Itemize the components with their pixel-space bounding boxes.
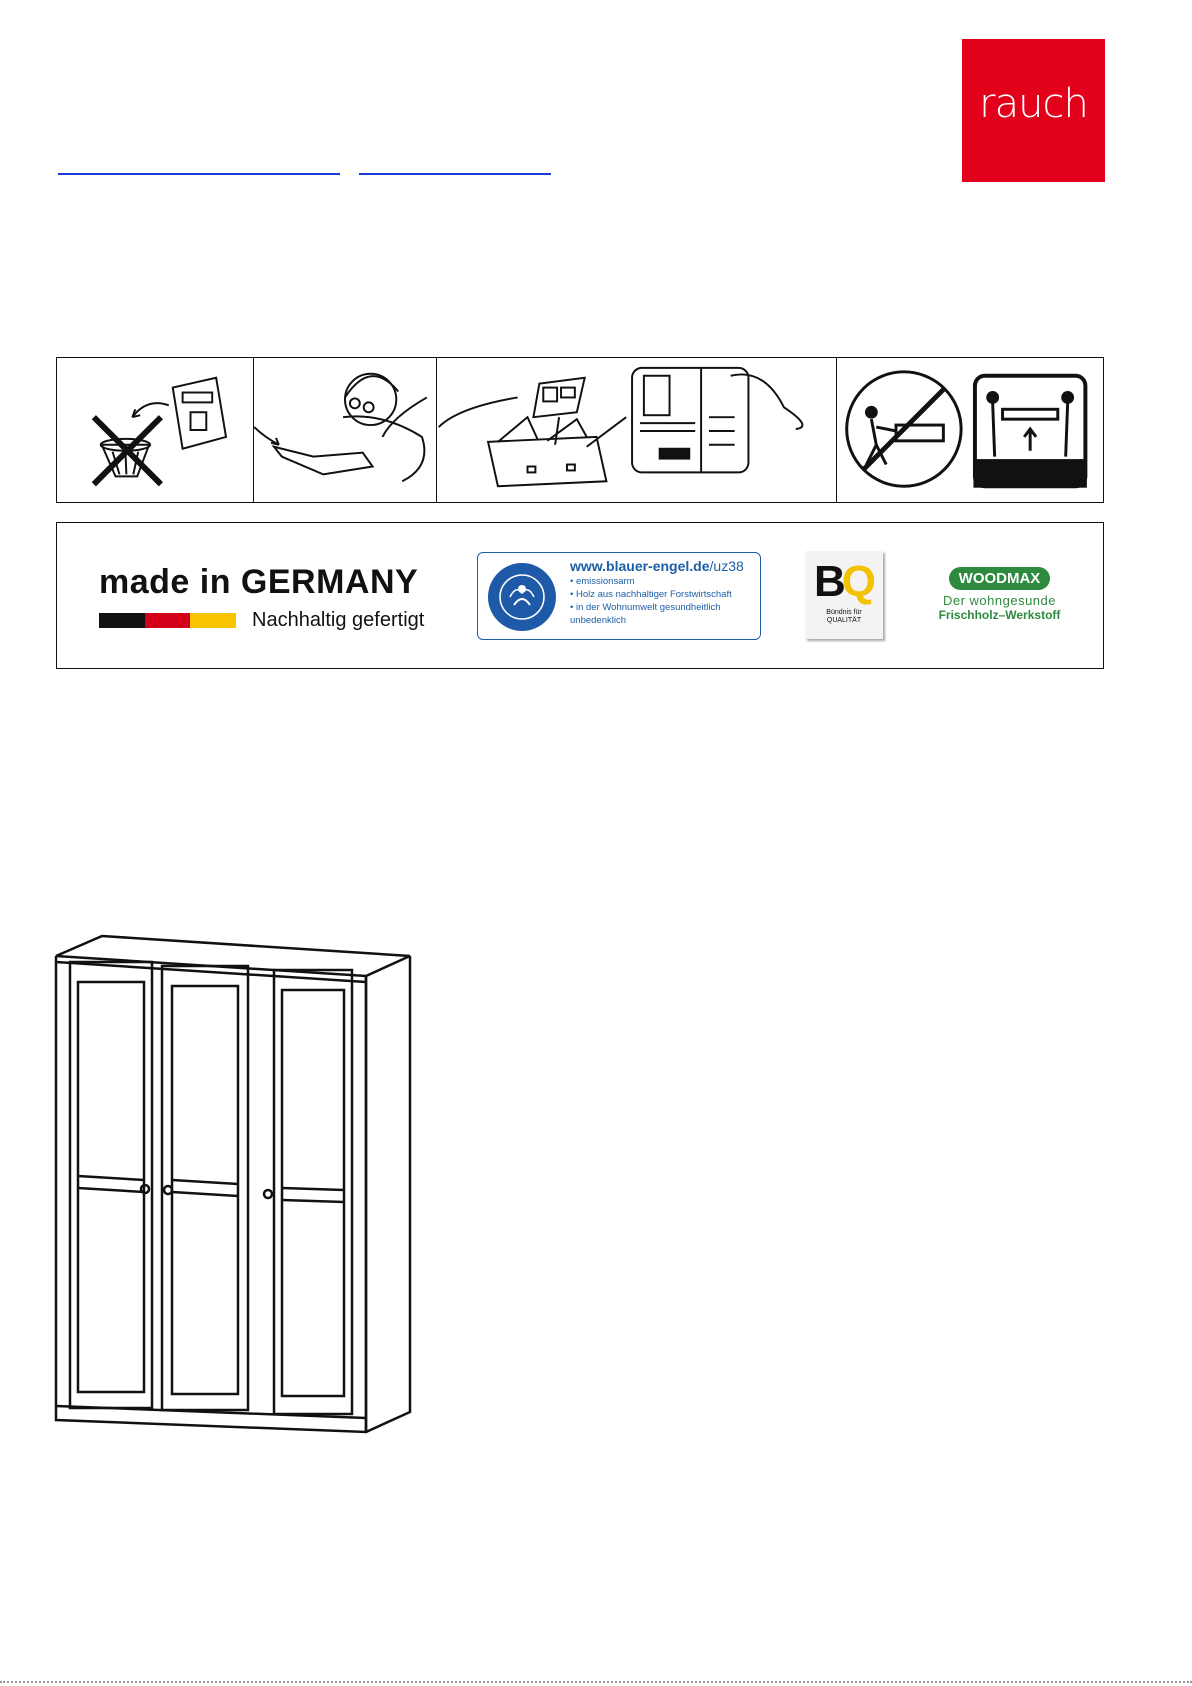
badges-panel [56,522,1104,669]
bq-subtitle: Bündnis für QUALITÄT [826,609,862,624]
instructions-panel [56,357,1104,503]
logo-text: rauch [979,81,1088,127]
no-trash-icon [57,358,254,502]
woodmax-line2: Frischholz–Werkstoff [938,608,1061,622]
no-drag-carry-furniture-icon [836,358,1103,502]
woodmax-line1: Der wohngesunde [942,593,1057,608]
german-flag-stripes [99,613,236,628]
blauer-engel-url-rest: /uz38 [709,558,744,574]
bottom-dotted-line [0,1681,1192,1686]
bq-q: Q [841,557,873,606]
made-in-germany-subtitle: Nachhaltig gefertigt [252,609,425,631]
bq-letters [814,557,872,607]
bq-b: B [814,557,842,606]
blauer-engel-url-bold: www.blauer-engel.de [570,558,710,574]
made-in-germany-title: made in GERMANY [99,563,419,601]
link-2[interactable] [359,152,551,175]
made-in-germany-badge [99,563,439,631]
blauer-engel-item: • emissionsarm [570,575,740,588]
blauer-engel-url[interactable] [570,558,744,574]
rauch-logo [962,39,1105,182]
read-manual-icon [253,358,437,502]
file-documents-icon [436,358,837,502]
blauer-engel-seal-icon [488,563,556,631]
blauer-engel-item: • in der Wohnumwelt gesundheitlich unbedenklich [570,601,740,627]
woodmax-name: WOODMAX [949,567,1051,590]
blauer-engel-item: • Holz aus nachhaltiger Forstwirtschaft [570,588,740,601]
woodmax-badge [927,567,1072,622]
link-1[interactable] [58,152,340,175]
bq-badge [805,551,883,639]
blauer-engel-list [570,575,740,627]
blauer-engel-badge [477,552,761,640]
three-door-wardrobe-drawing [54,932,414,1442]
